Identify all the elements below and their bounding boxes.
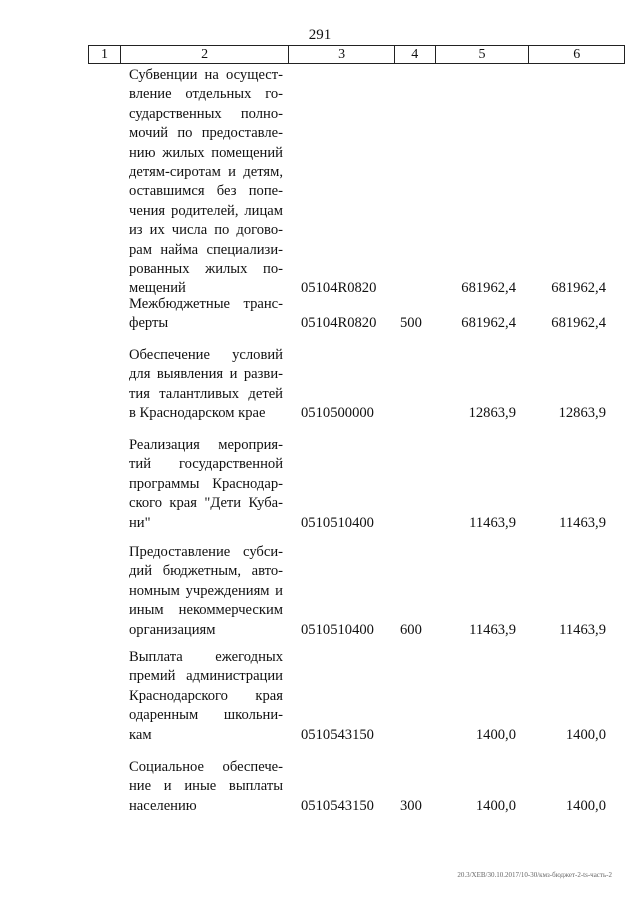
row-name-line: из их числа по догово- bbox=[129, 222, 283, 239]
row-value-col6: 12863,9 bbox=[558, 405, 606, 422]
header-col-3: 3 bbox=[289, 46, 395, 63]
row-name-line: Межбюджетные транс- bbox=[129, 296, 283, 312]
row-value-col5: 11463,9 bbox=[469, 514, 516, 531]
row-value-col6: 11463,9 bbox=[559, 621, 606, 638]
row-value-col5: 681962,4 bbox=[461, 315, 516, 332]
row-name-line: одаренным школьни- bbox=[129, 707, 283, 724]
row-name-line: детям-сиротам и детям, bbox=[129, 164, 283, 181]
row-expense-type: 500 bbox=[400, 315, 422, 332]
row-code: 0510510400 bbox=[301, 514, 374, 531]
page-number: 291 bbox=[308, 27, 332, 43]
row-name-line: оставшимся без попе- bbox=[129, 183, 283, 200]
row-code: 0510543150 bbox=[301, 797, 374, 814]
row-name-line: мочий по предоставле- bbox=[129, 125, 283, 142]
row-expense-type: 300 bbox=[400, 797, 422, 814]
header-col-4: 4 bbox=[395, 46, 436, 63]
row-name-line: Предоставление субси- bbox=[129, 544, 283, 560]
row-value-col5: 681962,4 bbox=[461, 280, 516, 297]
header-col-2: 2 bbox=[121, 46, 289, 63]
row-name-line: премий администрации bbox=[129, 668, 283, 685]
row-name-line: ние и иные выплаты bbox=[129, 778, 283, 795]
row-value-col5: 1400,0 bbox=[475, 726, 516, 743]
footer-code: 20.3/ХЕВ/30.10.2017/10-30/кмз-бюджет-2-ts-часть-2 bbox=[457, 871, 612, 879]
row-value-col6: 681962,4 bbox=[551, 315, 606, 332]
row-name-line: населению bbox=[129, 797, 197, 814]
row-code: 0510510400 bbox=[301, 621, 374, 638]
header-col-1: 1 bbox=[89, 46, 121, 63]
row-name-line: тия талантливых детей bbox=[129, 385, 283, 402]
row-name-line: нию жилых помещений bbox=[129, 144, 283, 161]
row-code: 05104R0820 bbox=[301, 280, 377, 297]
row-name-line: организациям bbox=[129, 621, 216, 638]
row-value-col6: 1400,0 bbox=[565, 797, 606, 814]
row-value-col6: 1400,0 bbox=[565, 726, 606, 743]
row-name-line: программы Краснодар- bbox=[129, 475, 283, 492]
row-name bbox=[129, 436, 283, 533]
row-name-line: номным учреждениям и bbox=[129, 582, 283, 599]
row-name-line: ферты bbox=[129, 315, 169, 332]
row-name-line: в Краснодарском крае bbox=[129, 405, 266, 422]
row-name-line: кам bbox=[129, 726, 152, 743]
row-value-col5: 12863,9 bbox=[468, 405, 516, 422]
row-code: 0510500000 bbox=[301, 405, 374, 422]
header-col-5: 5 bbox=[436, 46, 530, 63]
row-name-line: тий государственной bbox=[129, 456, 283, 473]
row-name-line: рам найма специализи- bbox=[129, 241, 283, 258]
row-value-col5: 11463,9 bbox=[469, 621, 516, 638]
row-name bbox=[129, 295, 283, 334]
row-name-line: ни" bbox=[129, 514, 151, 531]
row-name-line: иным некоммерческим bbox=[129, 602, 283, 619]
row-code: 0510543150 bbox=[301, 726, 374, 743]
row-value-col6: 681962,4 bbox=[551, 280, 606, 297]
row-name bbox=[129, 648, 283, 745]
row-name-line: Субвенции на осущест- bbox=[129, 67, 283, 83]
row-name-line: сударственных полно- bbox=[129, 105, 283, 122]
row-name-line: дий бюджетным, авто- bbox=[129, 563, 283, 580]
row-name bbox=[129, 66, 283, 299]
row-value-col5: 1400,0 bbox=[475, 797, 516, 814]
row-code: 05104R0820 bbox=[301, 315, 377, 332]
row-name-line: мещений bbox=[129, 280, 186, 297]
row-name-line: вление отдельных го- bbox=[129, 86, 283, 103]
row-name-line: Обеспечение условий bbox=[129, 347, 283, 363]
row-name bbox=[129, 758, 283, 816]
row-name-line: ского края "Дети Куба- bbox=[129, 495, 283, 512]
row-name-line: Социальное обеспече- bbox=[129, 759, 283, 775]
row-name-line: для выявления и разви- bbox=[129, 366, 283, 383]
row-name bbox=[129, 543, 283, 640]
header-col-6: 6 bbox=[573, 47, 581, 62]
row-value-col6: 11463,9 bbox=[559, 514, 606, 531]
row-name bbox=[129, 346, 283, 424]
row-name-line: Реализация мероприя- bbox=[129, 437, 283, 453]
row-name-line: Краснодарского края bbox=[129, 687, 283, 704]
table-header-row bbox=[88, 45, 625, 64]
row-expense-type: 600 bbox=[400, 621, 422, 638]
row-name-line: Выплата ежегодных bbox=[129, 649, 283, 665]
row-name-line: рованных жилых по- bbox=[129, 261, 283, 278]
row-name-line: чения родителей, лицам bbox=[129, 202, 283, 219]
